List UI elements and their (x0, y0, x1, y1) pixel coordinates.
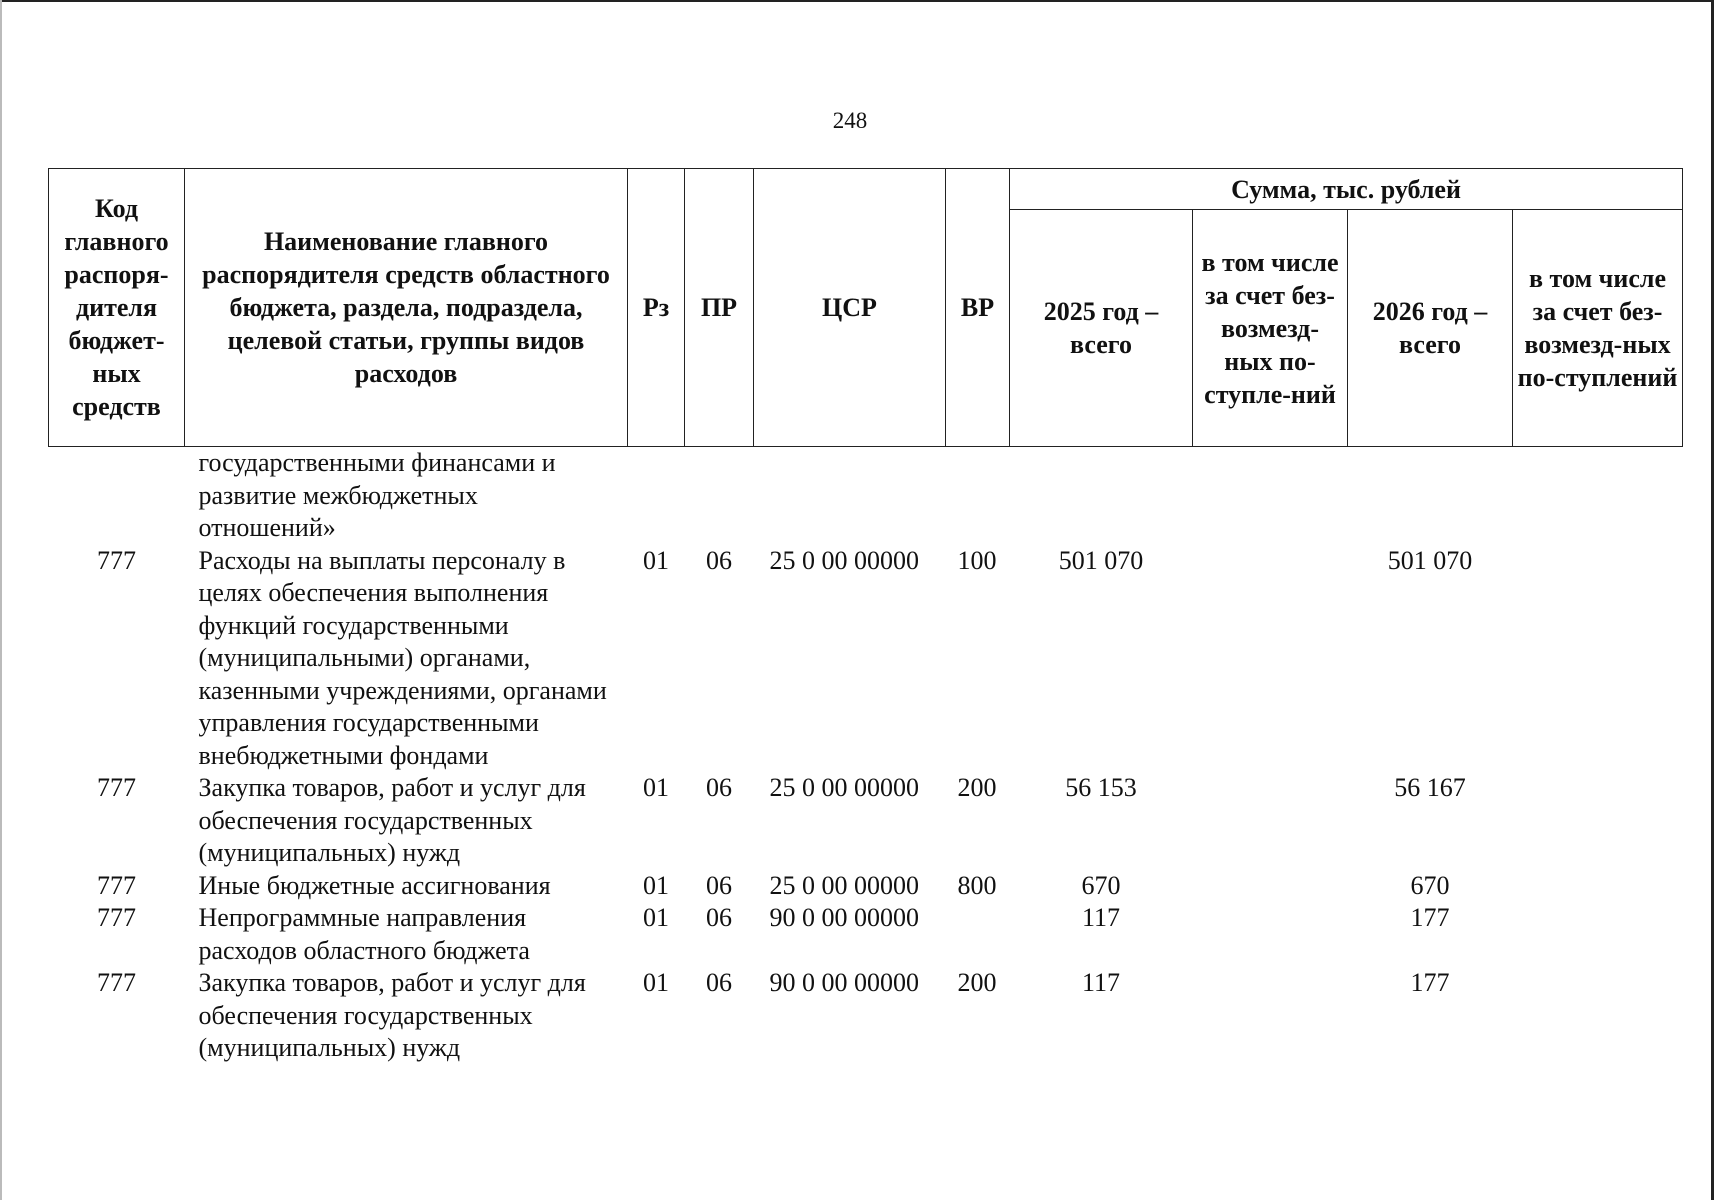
cell-code: 777 (97, 903, 136, 932)
cell-pr: 06 (706, 545, 732, 575)
cell-code: 777 (97, 870, 136, 900)
cell-rz: 01 (643, 545, 669, 575)
cell-vr: 200 (957, 968, 997, 997)
cell-2025-free (1193, 902, 1348, 967)
cell-2026-free (1513, 772, 1683, 870)
budget-table (48, 168, 1683, 1065)
table-row (49, 772, 1683, 870)
cell-rz: 01 (643, 968, 669, 997)
header-2026-free: в том числе за счет без-возмезд-ных по-ступлений (1513, 210, 1683, 447)
table-row (49, 902, 1683, 967)
cell-csr: 25 0 00 00000 (769, 870, 919, 900)
cell-name: Закупка товаров, работ и услуг для обеспечения государственных (муниципальных) нужд (198, 968, 586, 1062)
header-sum-group: Сумма, тыс. рублей (1010, 169, 1683, 210)
cell-rz: 01 (643, 773, 669, 802)
cell-2025-total: 117 (1081, 968, 1121, 997)
table-row (49, 545, 1683, 773)
header-vr: ВР (946, 169, 1010, 447)
cell-2026-total: 177 (1410, 903, 1450, 932)
page-number: 248 (832, 108, 868, 133)
cell-2025-total (1010, 447, 1193, 545)
cell-2025-total: 117 (1081, 903, 1121, 932)
cell-2025-free (1193, 772, 1348, 870)
cell-csr: 25 0 00 00000 (769, 773, 919, 802)
cell-csr: 90 0 00 00000 (769, 968, 919, 997)
cell-code: 777 (97, 773, 136, 802)
cell-rz: 01 (643, 903, 669, 932)
cell-code (49, 447, 185, 545)
cell-csr: 25 0 00 00000 (769, 545, 919, 575)
header-2025-free: в том числе за счет без-возмезд-ных по-ступле-ний (1193, 210, 1348, 447)
cell-2026-free (1513, 447, 1683, 545)
cell-vr: 200 (957, 773, 997, 802)
table-body (49, 447, 1683, 1065)
table-header (49, 169, 1683, 447)
cell-2025-total: 501 070 (1058, 545, 1144, 575)
cell-2026-total (1348, 447, 1513, 545)
cell-2025-free (1193, 447, 1348, 545)
cell-csr (754, 447, 946, 545)
cell-2025-free (1193, 870, 1348, 903)
cell-name: государственными финансами и развитие межбюджетных отношений» (198, 448, 556, 542)
cell-2026-total: 501 070 (1387, 545, 1473, 575)
page-border-left (0, 0, 2, 1200)
cell-pr: 06 (706, 903, 732, 932)
page-border-top (0, 0, 1714, 2)
cell-2025-free (1193, 545, 1348, 773)
cell-pr: 06 (706, 773, 732, 802)
cell-vr: 100 (957, 545, 997, 575)
cell-vr: 800 (957, 870, 997, 900)
cell-name: Расходы на выплаты персоналу в целях обеспечения выполнения функций государственными (муниципальными) органами, казенными учреждениями, органами управления государственными внебюджетными фондами (198, 545, 607, 770)
cell-rz: 01 (643, 870, 669, 900)
cell-name: Непрограммные направления расходов областного бюджета (198, 903, 530, 965)
cell-name: Иные бюджетные ассигнования (198, 870, 551, 900)
cell-vr (946, 447, 1010, 545)
header-rz: Рз (628, 169, 685, 447)
table-row (49, 870, 1683, 903)
cell-pr (685, 447, 754, 545)
header-2026-total: 2026 год – всего (1348, 210, 1513, 447)
cell-2025-free (1193, 967, 1348, 1065)
table-row (49, 967, 1683, 1065)
cell-rz (628, 447, 685, 545)
cell-2025-total: 670 (1081, 870, 1121, 900)
cell-code: 777 (97, 545, 136, 575)
cell-2025-total: 56 153 (1065, 773, 1137, 802)
cell-2026-free (1513, 545, 1683, 773)
header-csr: ЦСР (754, 169, 946, 447)
header-pr: ПР (685, 169, 754, 447)
cell-2026-free (1513, 902, 1683, 967)
header-name: Наименование главного распорядителя средств областного бюджета, раздела, подраздела, целевой статьи, группы видов расходов (185, 169, 628, 447)
header-2025-total: 2025 год – всего (1010, 210, 1193, 447)
cell-2026-total: 670 (1410, 870, 1450, 900)
cell-2026-free (1513, 967, 1683, 1065)
table-row (49, 447, 1683, 545)
header-code: Код главного распоря-дителя бюджет-ных средств (49, 169, 185, 447)
cell-pr: 06 (706, 870, 732, 900)
cell-name: Закупка товаров, работ и услуг для обеспечения государственных (муниципальных) нужд (198, 773, 586, 867)
cell-vr (946, 902, 1010, 967)
cell-2026-total: 177 (1410, 968, 1450, 997)
cell-code: 777 (97, 968, 136, 997)
cell-pr: 06 (706, 968, 732, 997)
cell-2026-total: 56 167 (1394, 773, 1466, 802)
cell-2026-free (1513, 870, 1683, 903)
cell-csr: 90 0 00 00000 (769, 903, 919, 932)
